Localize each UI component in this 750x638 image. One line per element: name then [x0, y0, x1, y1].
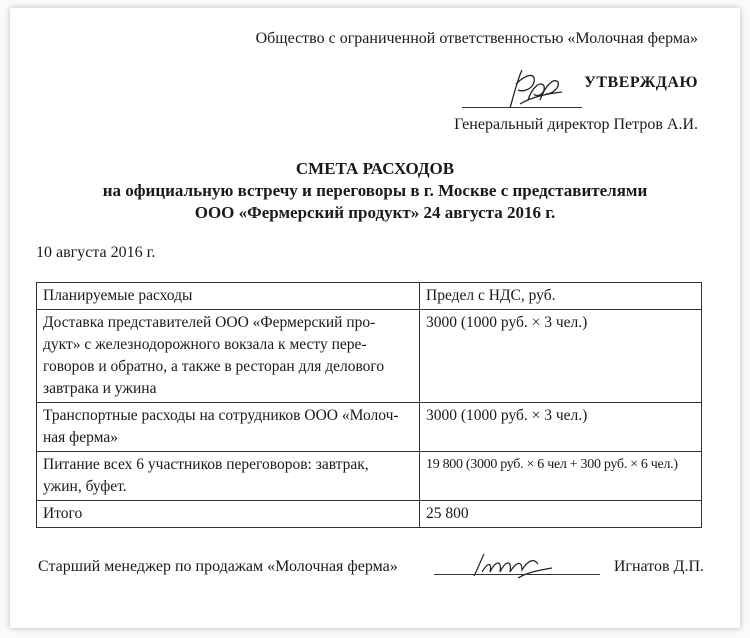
expense-description [37, 310, 420, 403]
manager-signature-line [434, 574, 600, 575]
total-label: Итого [37, 501, 420, 528]
manager-signature-block [38, 558, 704, 576]
table-total-row [37, 501, 702, 528]
title-line-2: на официальную встречу и переговоры в г. Москве с представителями [102, 181, 648, 200]
expense-limit: 3000 (1000 руб. × 3 чел.) [420, 403, 702, 452]
expense-limit: 19 800 (3000 руб. × 6 чел + 300 руб. × 6 чел.) [420, 452, 702, 501]
description-line: Доставка представителей ООО «Фермерский про- [43, 314, 376, 331]
manager-title: Старший менеджер по продажам «Молочная ферма» [38, 558, 398, 575]
document-title [0, 158, 750, 224]
table-row [37, 452, 702, 501]
director-line: Генеральный директор Петров А.И. [454, 116, 698, 133]
description-line: говоров и обратно, а также в ресторан для делового [43, 358, 385, 375]
table-header-row [37, 283, 702, 310]
title-line-3: ООО «Фермерский продукт» 24 августа 2016 г. [194, 203, 556, 222]
expense-limit: 3000 (1000 руб. × 3 чел.) [420, 310, 702, 403]
table-row [37, 310, 702, 403]
description-line: ная ферма» [43, 429, 118, 446]
description-line: ужин, буфет. [43, 478, 127, 495]
expense-table [36, 282, 702, 528]
description-line: Питание всех 6 участников переговоров: завтрак, [43, 456, 369, 473]
document-date: 10 августа 2016 г. [36, 244, 156, 261]
total-value: 25 800 [420, 501, 702, 528]
description-line: завтрака и ужина [43, 380, 157, 397]
expense-description [37, 403, 420, 452]
organization-name: Общество с ограниченной ответственностью «Молочная ферма» [255, 30, 698, 47]
table-row [37, 403, 702, 452]
approval-signature-line [462, 107, 582, 108]
table-header-cell: Планируемые расходы [37, 283, 420, 310]
approve-label: УТВЕРЖДАЮ [584, 74, 698, 91]
title-line-1: СМЕТА РАСХОДОВ [295, 159, 455, 178]
table-header-cell: Предел с НДС, руб. [420, 283, 702, 310]
description-line: дукт» с железнодорожного вокзала к месту пере- [43, 336, 367, 353]
expense-description [37, 452, 420, 501]
director-signature [500, 64, 568, 116]
description-line: Транспортные расходы на сотрудников ООО «Молоч- [43, 407, 399, 424]
manager-name: Игнатов Д.П. [613, 558, 704, 575]
